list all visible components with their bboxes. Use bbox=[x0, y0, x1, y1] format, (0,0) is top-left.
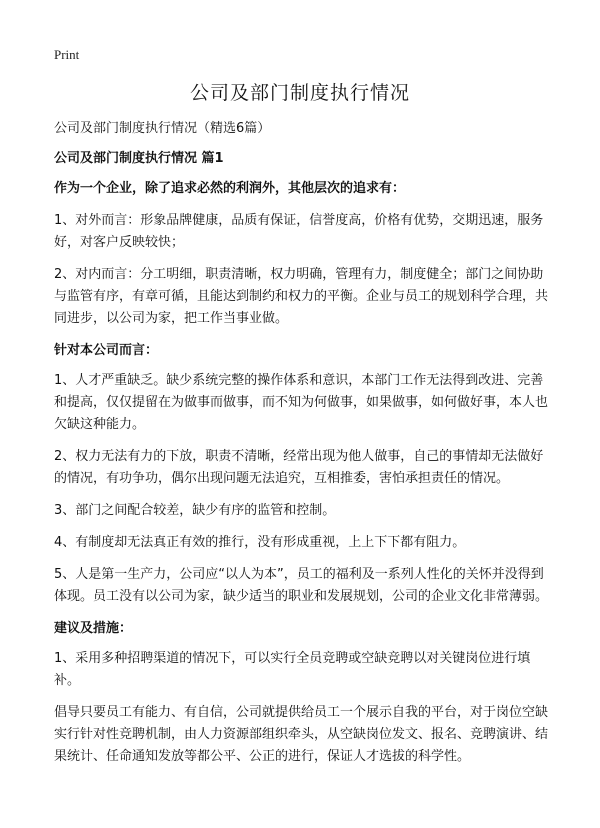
print-link[interactable]: Print bbox=[54, 47, 80, 62]
list-item: 3、部门之间配合较差，缺少有序的监管和控制。 bbox=[54, 503, 336, 518]
list-item: 1、人才严重缺乏。缺少系统完整的操作体系和意识，本部门工作无法得到改进、完善和提高，仅仅提留在为做事而做事，而不知为何做事，如果做事，如何做好事，本人也欠缺这种能力。 bbox=[54, 373, 549, 432]
subheading-measures: 建议及措施： bbox=[54, 621, 133, 636]
list-item: 2、对内而言：分工明细，职责清晰，权力明确，管理有力，制度健全；部门之间协助与监管有序，有章可循，且能达到制约和权力的平衡。企业与员工的规划科学合理，共同进步，以公司为家，把工作当事业做。 bbox=[54, 267, 549, 326]
document-subtitle: 公司及部门制度执行情况（精选6篇） bbox=[54, 121, 271, 136]
page-title: 公司及部门制度执行情况 bbox=[189, 82, 410, 104]
lead-sentence: 作为一个企业，除了追求必然的利润外，其他层次的追求有： bbox=[54, 181, 406, 196]
document-body bbox=[54, 118, 552, 778]
list-item: 5、人是第一生产力，公司应“以人为本”，员工的福利及一系列人性化的关怀并没得到体现。员工没有以公司为家，缺少适当的职业和发展规划，公司的企业文化非常薄弱。 bbox=[54, 567, 549, 604]
subheading-company: 针对本公司而言： bbox=[54, 343, 159, 358]
list-item: 1、采用多种招聘渠道的情况下，可以实行全员竞聘或空缺竞聘以对关键岗位进行填补。 bbox=[54, 651, 531, 688]
list-item: 倡导只要员工有能力、有自信，公司就提供给员工一个展示自我的平台，对于岗位空缺实行针对性竞聘机制，由人力资源部组织牵头，从空缺岗位发文、报名、竞聘演讲、结果统计、任命通知发放等都公平、公正的进行，保证人才选拔的科学性。 bbox=[54, 705, 549, 764]
list-item: 4、有制度却无法真正有效的推行，没有形成重视，上上下下都有阻力。 bbox=[54, 535, 466, 550]
list-item: 2、权力无法有力的下放，职责不清晰，经常出现为他人做事，自己的事情却无法做好的情况，有功争功，偶尔出现问题无法追究，互相推委，害怕承担责任的情况。 bbox=[54, 449, 544, 486]
list-item: 1、对外而言：形象品牌健康，品质有保证，信誉度高，价格有优势，交期迅速，服务好，对客户反映较快； bbox=[54, 213, 544, 250]
section-title: 公司及部门制度执行情况 篇1 bbox=[54, 151, 224, 166]
